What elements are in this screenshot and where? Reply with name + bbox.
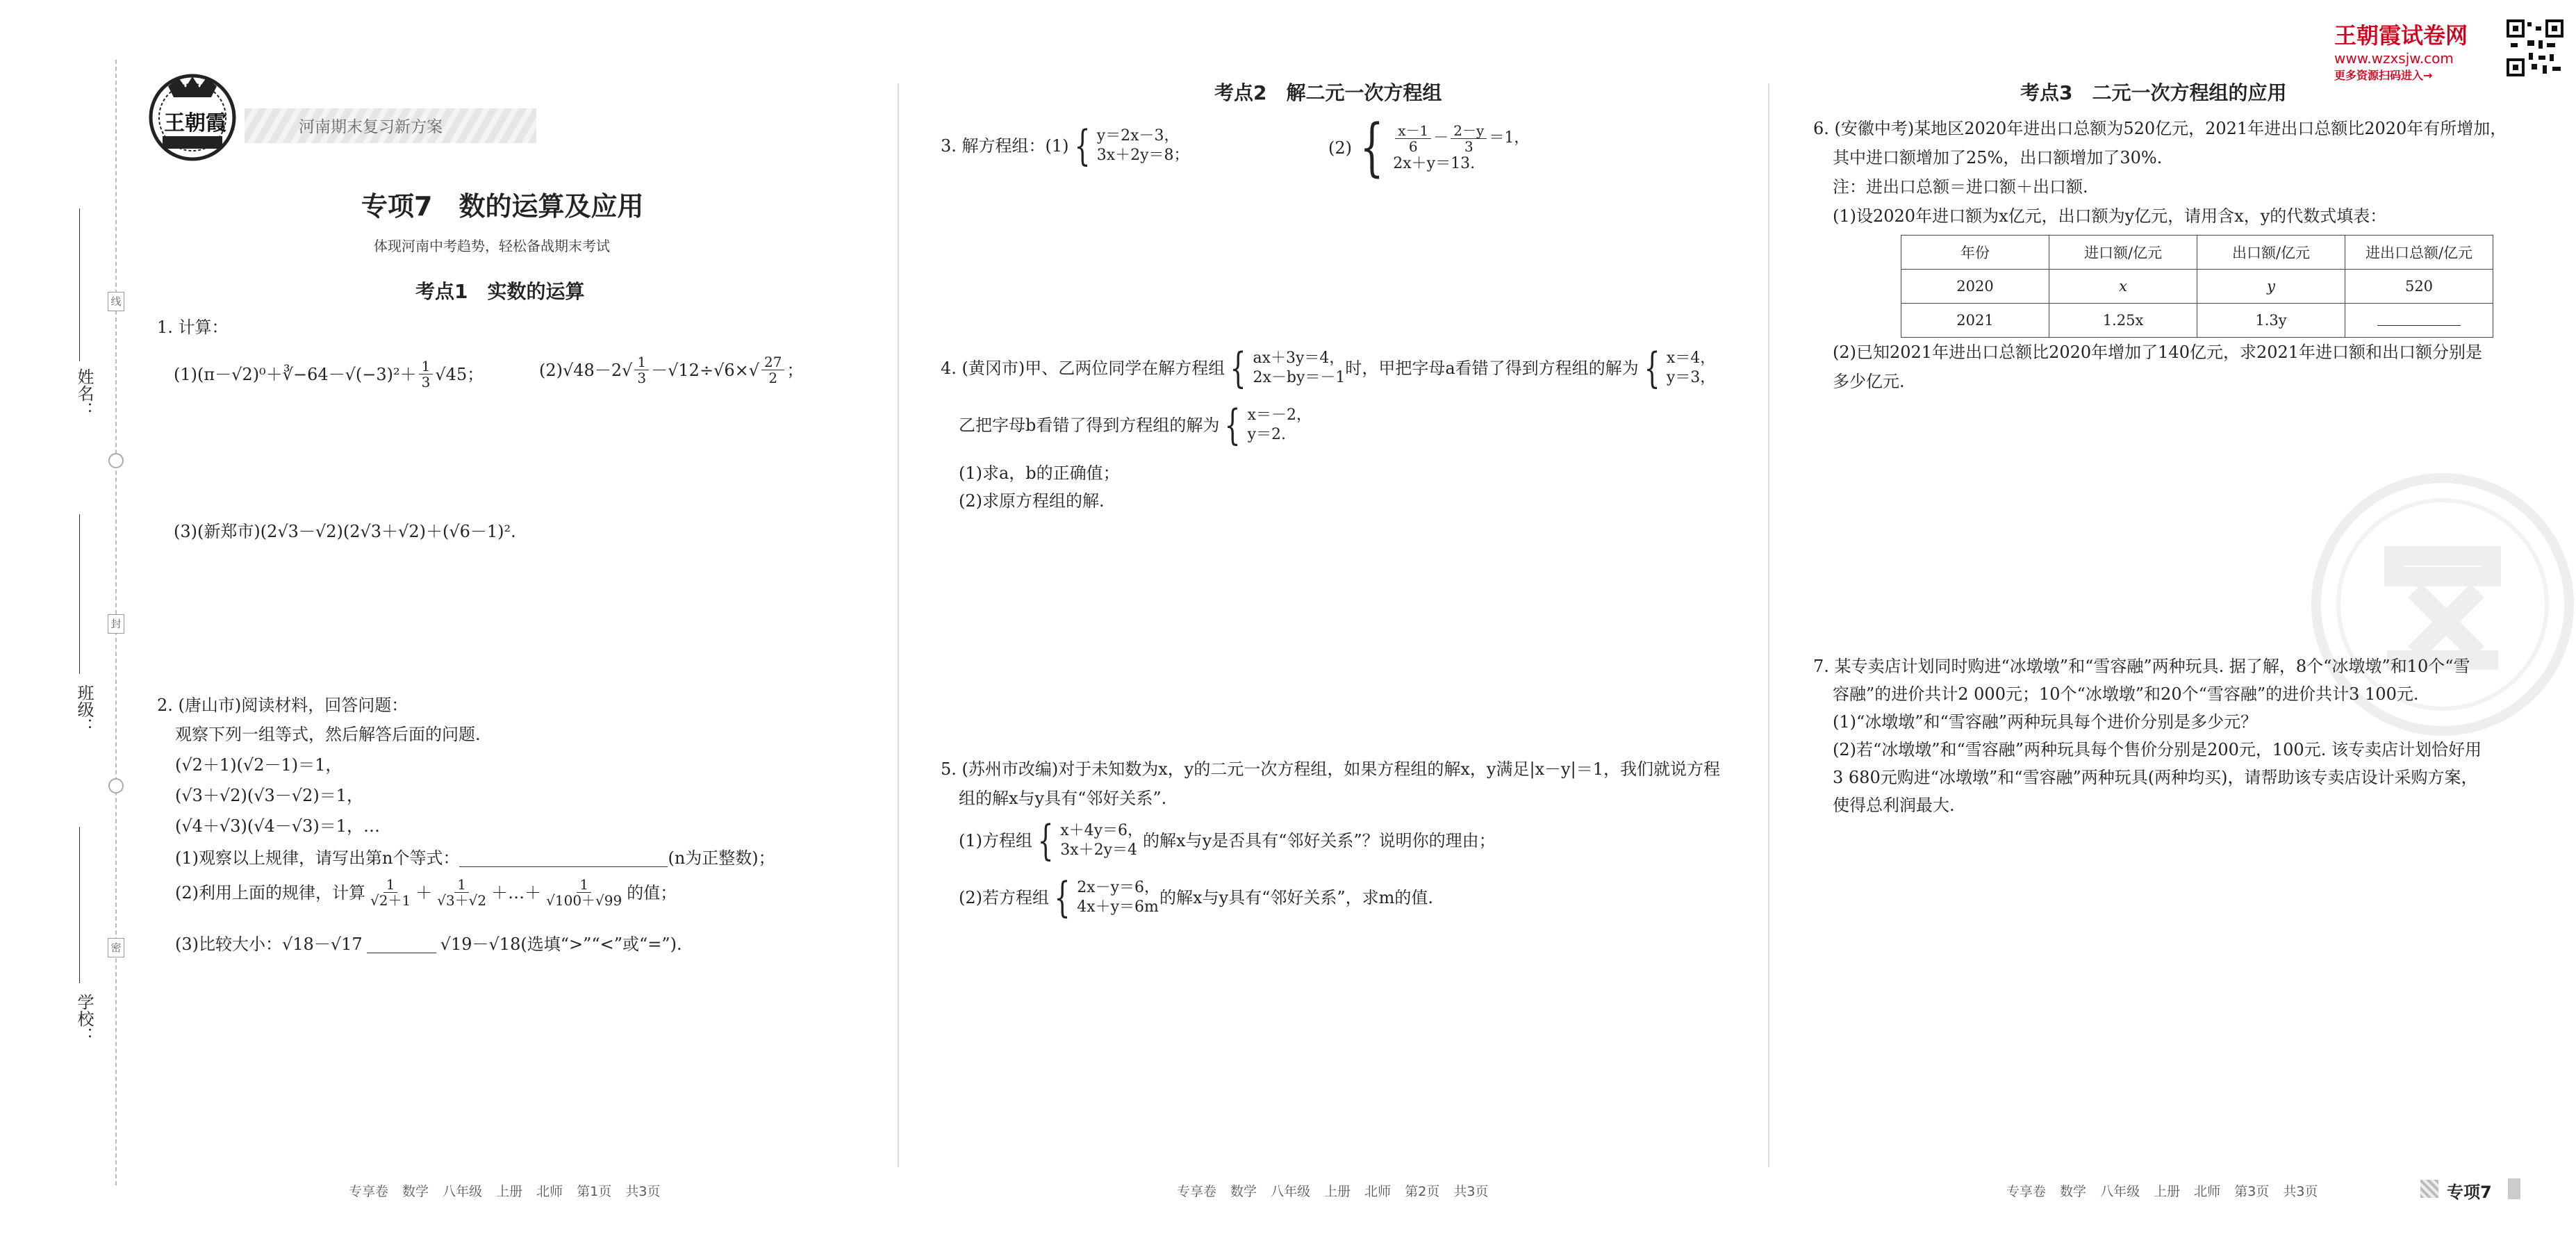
class-field[interactable] (79, 514, 80, 674)
column-divider (898, 83, 899, 1167)
question-3-part-2: (2) { $\frac{x-1}{6}$ － $\frac{2-y}{3}$ ＝1， 2x＋y＝13. (1328, 111, 1530, 184)
brand-logo: 王朝霞 (147, 72, 238, 163)
table-header-cell: 出口额/亿元 (2197, 236, 2345, 270)
name-field[interactable] (79, 208, 80, 361)
question-7-part-2-line-2: 3 680元购进“冰墩墩”和“雪容融”两种玩具(两种均买)，请帮助该专卖店设计采购方案， (1833, 768, 2478, 787)
table-header-cell: 进出口总额/亿元 (2345, 236, 2493, 270)
page-title: 专项7 数的运算及应用 (361, 191, 644, 222)
question-6-line-2: 其中进口额增加了25%，出口额增加了30%. (1833, 148, 2163, 167)
section-1-heading: 考点1 实数的运算 (415, 280, 585, 303)
table-cell: 2020 (1901, 270, 2049, 304)
student-class-label: 班级： (74, 684, 94, 734)
question-7-part-2: (2)若“冰墩墩”和“雪容融”两种玩具每个售价分别是200元，100元. 该专卖店计划恰好用 (1833, 740, 2482, 759)
question-1-part-3: (3)(新郑市)(2√3－√2)(2√3＋√2)＋(√6－1)². (174, 522, 516, 541)
question-1-part-1: (1)(π－√2)⁰＋∛−64－√(−3)²＋ $\frac{1}{3}$ √45； (174, 358, 484, 390)
question-5-part-1: (1)方程组 { x＋4y＝6， 3x＋2y＝4 的解x与y是否具有“邻好关系”？说明你的理由； (959, 816, 1496, 865)
footer-page-3: 专享卷 数学 八年级 上册 北师 第3页 共3页 (2006, 1184, 2318, 1199)
school-field[interactable] (79, 827, 80, 983)
corner-tab (2508, 1178, 2520, 1199)
brand-site[interactable]: www.wzxsjw.com (2334, 50, 2454, 67)
question-1-part-2: (2)√48－2√ $\frac{1}{3}$ －√12÷√6×√ $\frac{27}{2}$ ； (539, 354, 804, 386)
table-cell: x (2049, 270, 2197, 304)
footer-page-2: 专享卷 数学 八年级 上册 北师 第2页 共3页 (1177, 1184, 1489, 1199)
data-table (1901, 235, 2493, 338)
question-4-part-1: (1)求a，b的正确值； (959, 463, 1120, 483)
question-6-part-2-line-2: 多少亿元. (1833, 372, 1905, 391)
section-2-heading: 考点2 解二元一次方程组 (1214, 81, 1442, 104)
table-cell: 520 (2345, 270, 2493, 304)
question-2-part-1: (1)观察以上规律，请写出第n个等式： (n为正整数)； (175, 848, 775, 868)
question-4-line-2: 乙把字母b看错了得到方程组的解为 { x＝－2， y＝2. (959, 401, 1312, 450)
table-header-cell: 年份 (1901, 236, 2049, 270)
table-cell: 1.25x (2049, 304, 2197, 338)
table-cell: 2021 (1901, 304, 2049, 338)
page-subtitle: 体现河南中考趋势，轻松备战期末考试 (374, 238, 610, 254)
table-row (1901, 270, 2493, 304)
table-row (1901, 304, 2493, 338)
table-cell-answer[interactable] (2345, 304, 2493, 338)
question-2-equation-3: (√4＋√3)(√4－√3)＝1，… (175, 816, 380, 836)
table-cell: 1.3y (2197, 304, 2345, 338)
binding-tag-seal: 封 (108, 614, 124, 634)
binding-tag-line: 线 (108, 292, 124, 311)
question-4-part-2: (2)求原方程组的解. (959, 491, 1105, 511)
question-2: 2. (唐山市)阅读材料，回答问题： (157, 695, 408, 715)
student-name-label: 姓名： (74, 368, 94, 418)
question-5: 5. (苏州市改编)对于未知数为x，y的二元一次方程组，如果方程组的解x，y满足|x－y|＝1，我们就说方程 (941, 759, 1720, 779)
footer-page-1: 专享卷 数学 八年级 上册 北师 第1页 共3页 (349, 1184, 661, 1199)
section-3-heading: 考点3 二元一次方程组的应用 (2020, 81, 2287, 104)
question-7-part-1: (1)“冰墩墩”和“雪容融”两种玩具每个进价分别是多少元？ (1833, 712, 2258, 732)
answer-blank[interactable] (459, 850, 668, 867)
question-2-intro: 观察下列一组等式，然后解答后面的问题. (175, 725, 481, 744)
scan-tip: 更多资源扫码进入→ (2334, 69, 2433, 82)
table-cell: y (2197, 270, 2345, 304)
answer-blank[interactable] (367, 936, 436, 953)
corner-tag: 专项7 (2447, 1183, 2492, 1202)
question-2-equation-2: (√3＋√2)(√3－√2)＝1， (175, 786, 363, 805)
question-2-part-2: (2)利用上面的规律，计算 $\frac{1}{√2+1}$ ＋ $\frac{1}{√3+√2}$ ＋…＋ $\frac{1}{√100+√99}$ 的值； (175, 876, 677, 909)
question-2-equation-1: (√2＋1)(√2－1)＝1， (175, 755, 342, 775)
question-7-part-2-line-3: 使得总利润最大. (1833, 796, 1955, 815)
corner-pattern (2420, 1180, 2438, 1198)
table-header-row (1901, 236, 2493, 270)
binding-hole (108, 453, 124, 468)
question-5-line-2: 组的解x与y具有“邻好关系”. (959, 789, 1167, 808)
question-6-part-1: (1)设2020年进口额为x亿元，出口额为y亿元，请用含x，y的代数式填表： (1833, 206, 2387, 226)
binding-hole (108, 778, 124, 793)
question-7-line-2: 容融”的进价共计2 000元；10个“冰墩墩”和20个“雪容融”的进价共计3 100元. (1833, 684, 2419, 704)
student-school-label: 学校： (74, 994, 94, 1044)
question-1: 1. 计算： (157, 318, 229, 337)
question-6-part-2: (2)已知2021年进出口总额比2020年增加了140亿元，求2021年进口额和出口额分别是 (1833, 343, 2483, 362)
question-7: 7. 某专卖店计划同时购进“冰墩墩”和“雪容融”两种玩具. 据了解，8个“冰墩墩”和10个“雪 (1813, 657, 2470, 676)
question-6-note: 注：进出口总额＝进口额＋出口额. (1833, 177, 2088, 197)
qr-code-icon[interactable] (2507, 19, 2563, 76)
banner-text: 河南期末复习新方案 (299, 118, 443, 136)
question-6: 6. (安徽中考)某地区2020年进出口总额为520亿元，2021年进出口总额比2020年有所增加， (1813, 119, 2507, 138)
question-4: 4. (黄冈市)甲、乙两位同学在解方程组 { ax＋3y＝4， 2x－by＝－1 时，甲把字母a看错了得到方程组的解为 { x＝4， y＝3， (941, 344, 1716, 393)
question-3-part-1: 3. 解方程组：(1) { y＝2x－3， 3x＋2y＝8； (941, 122, 1189, 170)
binding-tag-secret: 密 (108, 938, 124, 957)
table-header-cell: 进口额/亿元 (2049, 236, 2197, 270)
column-divider (1768, 83, 1769, 1167)
brand-name: 王朝霞试卷网 (2334, 22, 2468, 49)
question-5-part-2: (2)若方程组 { 2x－y＝6， 4x＋y＝6m 的解x与y具有“邻好关系”，求m的值. (959, 873, 1434, 922)
question-2-part-3: (3)比较大小：√18－√17 √19－√18(选填“>”“<”或“=”). (175, 935, 682, 954)
answer-blank[interactable] (2377, 311, 2461, 326)
brand-header (2334, 18, 2468, 83)
